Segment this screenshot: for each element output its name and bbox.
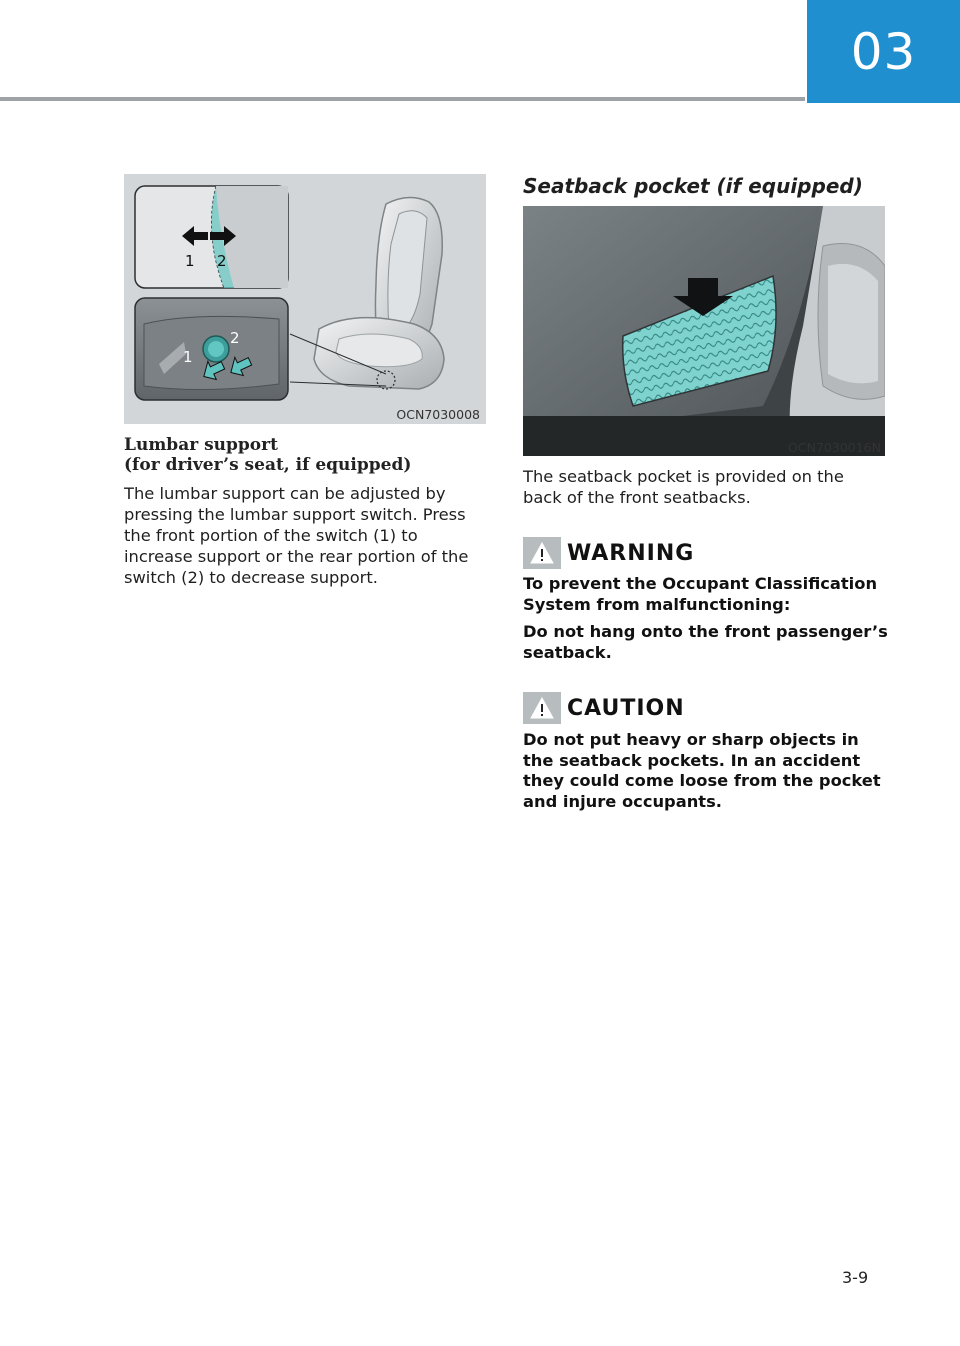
lumbar-heading-line1: Lumbar support [124,435,278,455]
warning-title: WARNING [567,540,695,566]
lumbar-support-figure [124,174,486,424]
warning-text: Do not hang onto the front passenger’s seatback. [523,622,888,662]
callout-2-bottom: 2 [230,329,240,347]
section-title: Seatback pocket (if equipped) [523,174,863,198]
caution-text: Do not put heavy or sharp objects in the seatback pockets. In an accident they could come loose from the pocket and injure occupants. [523,730,881,811]
caution-header [523,692,685,724]
lumbar-heading-line2: (for driver’s seat, if equipped) [124,455,412,475]
seatback-pocket-illustration [523,206,885,456]
caution-triangle-icon [523,692,561,724]
lumbar-illustration [124,174,486,424]
callout-1-bottom: 1 [183,348,193,366]
callout-2-top: 2 [217,252,227,270]
lumbar-paragraph: The lumbar support can be adjusted by pressing the lumbar support switch. Press the front portion of the switch (1) to increase support or the rear portion of the switch (2) to decrease support. [124,484,469,587]
callout-1-top: 1 [185,252,195,270]
warning-header [523,537,694,569]
warning-triangle-icon [523,537,561,569]
chapter-tab: 03 [807,0,960,103]
seatback-pocket-figure [523,206,885,456]
figure-code: OCN7030008 [396,407,480,422]
header-rule [0,97,805,101]
page-number: 3-9 [842,1268,869,1287]
caution-title: CAUTION [567,695,685,721]
figure-code: OCN7030016N [788,440,881,455]
lumbar-heading [124,435,486,475]
pocket-paragraph: The seatback pocket is provided on the back of the front seatbacks. [523,467,844,507]
warning-lead: To prevent the Occupant Classification System from malfunctioning: [523,574,878,614]
